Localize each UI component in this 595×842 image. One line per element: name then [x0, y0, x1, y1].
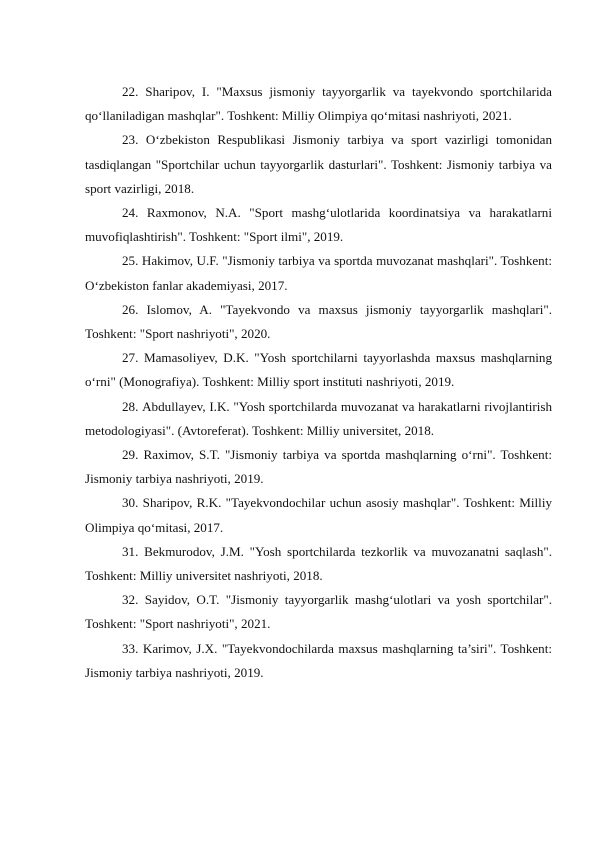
reference-item [85, 128, 552, 201]
reference-number: 25. [122, 253, 139, 269]
reference-text: O‘zbekiston Respublikasi Jismoniy tarbiya va sport vazirligi tomonidan tasdiqlangan "Sportchilar uchun tayyorgarlik dasturlari". Toshkent: Jismoniy tarbiya va sport vazirligi, 2018. [85, 132, 553, 196]
reference-number: 27. [122, 350, 139, 366]
reference-item [85, 443, 552, 491]
reference-item [85, 540, 552, 588]
reference-item [85, 298, 552, 346]
reference-item [85, 80, 552, 128]
reference-item [85, 491, 552, 539]
reference-text: Bekmurodov, J.M. "Yosh sportchilarda tezkorlik va muvozanatni saqlash". Toshkent: Milliy universitet nashriyoti, 2018. [85, 543, 552, 584]
reference-item [85, 588, 552, 636]
reference-text: Sharipov, R.K. "Tayekvondochilar uchun asosiy mashqlar". Toshkent: Milliy Olimpiya qo‘mitasi, 2017. [85, 495, 552, 535]
reference-number: 33. [122, 640, 139, 656]
reference-text: Karimov, J.X. "Tayekvondochilarda maxsus mashqlarning ta’siri". Toshkent: Jismoniy tarbiya nashriyoti, 2019. [85, 640, 552, 680]
reference-text: Islomov, A. "Tayekvondo va maxsus jismoniy tayyorgarlik mashqlari". Toshkent: "Sport nashriyoti", 2020. [85, 301, 553, 342]
reference-number: 22. [122, 84, 139, 99]
reference-text: Sayidov, O.T. "Jismoniy tayyorgarlik mashg‘ulotlari va yosh sportchilar". Toshkent: "Sport nashriyoti", 2021. [85, 592, 553, 632]
reference-number: 31. [122, 543, 139, 559]
reference-number: 28. [122, 398, 139, 414]
reference-number: 29. [122, 447, 139, 463]
reference-text: Sharipov, I. "Maxsus jismoniy tayyorgarlik va tayekvondo sportchilarida qo‘llaniladigan mashqlar". Toshkent: Milliy Olimpiya qo‘mitasi nashriyoti, 2021. [85, 84, 552, 124]
reference-number: 26. [122, 301, 139, 317]
reference-number: 32. [122, 592, 139, 608]
reference-number: 30. [122, 495, 139, 511]
reference-number: 23. [122, 132, 139, 148]
reference-item [85, 346, 552, 394]
reference-number: 24. [122, 205, 139, 221]
reference-text: Abdullayev, I.K. "Yosh sportchilarda muvozanat va harakatlarni rivojlantirish metodologiyasi". (Avtoreferat). Toshkent: Milliy universitet, 2018. [85, 398, 552, 438]
reference-item [85, 637, 552, 685]
reference-text: Raxmonov, N.A. "Sport mashg‘ulotlarida koordinatsiya va harakatlarni muvofiqlashtirish". Toshkent: "Sport ilmi", 2019. [85, 205, 552, 245]
reference-text: Mamasoliyev, D.K. "Yosh sportchilarni tayyorlashda maxsus mashqlarning o‘rni" (Monografiya). Toshkent: Milliy sport instituti nashriyoti, 2019. [85, 350, 552, 390]
reference-text: Raximov, S.T. "Jismoniy tarbiya va sportda mashqlarning o‘rni". Toshkent: Jismoniy tarbiya nashriyoti, 2019. [85, 447, 552, 487]
reference-text: Hakimov, U.F. "Jismoniy tarbiya va sportda muvozanat mashqlari". Toshkent: O‘zbekiston fanlar akademiyasi, 2017. [85, 253, 552, 293]
reference-item [85, 201, 552, 249]
reference-list [85, 80, 552, 685]
reference-item [85, 395, 552, 443]
reference-item [85, 249, 552, 297]
